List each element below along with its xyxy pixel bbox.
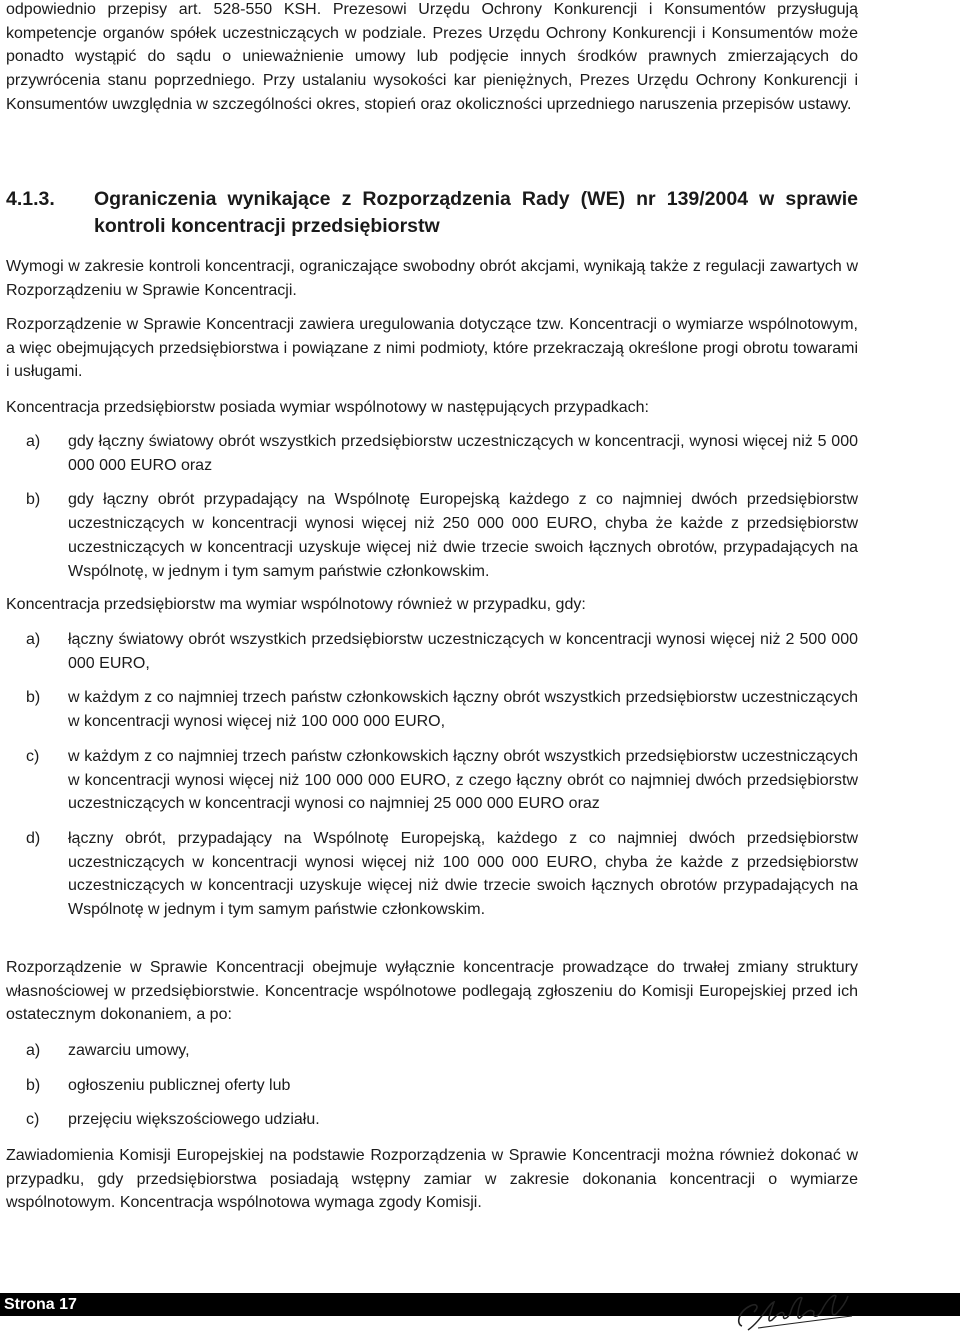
list-item <box>6 827 858 922</box>
list-item <box>6 1039 858 1063</box>
list-item <box>6 1074 858 1098</box>
paragraph-4: Koncentracja przedsiębiorstw ma wymiar wspólnotowy również w przypadku, gdy: <box>6 596 586 613</box>
list-text: łączny światowy obrót wszystkich przedsiębiorstw uczestniczących w koncentracji wynosi więcej niż 2 500 000 000 EURO, <box>68 631 858 672</box>
list-marker: b) <box>26 689 41 707</box>
list-item <box>6 1108 858 1132</box>
list-text: gdy łączny światowy obrót wszystkich przedsiębiorstw uczestniczących w koncentracji, wynosi więcej niż 5 000 000 000 EURO oraz <box>68 433 858 474</box>
list-marker: c) <box>26 747 40 765</box>
section-number: 4.1.3. <box>6 188 55 210</box>
list-text: gdy łączny obrót przypadający na Wspólnotę Europejską każdego z co najmniej dwóch przedsiębiorstw uczestniczących w koncentracji wynosi więcej niż 250 000 000 EURO, chyba że każde z przedsiębiorstw uczestniczących w koncentracji uzyskuje więcej niż dwie trzecie swoich łącznych obrotów, przypadających na Wspólnotę, w jednym i tym samym państwie członkowskim. <box>68 491 858 580</box>
list-marker: a) <box>26 1042 41 1059</box>
paragraph-6: Zawiadomienia Komisji Europejskiej na podstawie Rozporządzenia w Sprawie Koncentracji można również dokonać w przypadku, gdy przedsiębiorstwa posiadają wstępny zamiar w zakresie dokonania koncentracji o wymiarze wspólnotowym. Koncentracja wspólnotowa wymaga zgody Komisji. <box>6 1147 858 1212</box>
list-3 <box>6 1039 858 1132</box>
section-title: Ograniczenia wynikające z Rozporządzenia Rady (WE) nr 139/2004 w sprawie kontroli koncentracji przedsiębiorstw <box>94 188 858 237</box>
list-marker: a) <box>26 631 41 648</box>
list-text: przejęciu większościowego udziału. <box>68 1111 320 1129</box>
list-marker: b) <box>26 1076 41 1094</box>
signature-image <box>728 1290 858 1334</box>
list-text: w każdym z co najmniej trzech państw członkowskich łączny obrót wszystkich przedsiębiorstw uczestniczących w koncentracji wynosi więcej niż 100 000 000 EURO, <box>68 689 858 731</box>
list-1 <box>6 430 858 583</box>
paragraph-5: Rozporządzenie w Sprawie Koncentracji obejmuje wyłącznie koncentracje prowadzące do trwałej zmiany struktury własnościowej w przedsiębiorstwie. Koncentracje wspólnotowe podlegają zgłoszeniu do Komisji Europejskiej przed ich ostatecznym dokonaniem, a po: <box>6 959 858 1024</box>
list-text: ogłoszeniu publicznej oferty lub <box>68 1076 291 1094</box>
list-item <box>6 686 858 733</box>
list-text: łączny obrót, przypadający na Wspólnotę Europejską, każdego z co najmniej dwóch przedsiębiorstw uczestniczących w koncentracji wynosi więcej niż 100 000 000 EURO, chyba że każde z przedsiębiorstw uczestniczących w koncentracji uzyskuje więcej niż dwie trzecie swoich łącznych obrotów przypadających na Wspólnotę w jednym i tym samym państwie członkowskim. <box>68 829 858 919</box>
list-item <box>6 628 858 675</box>
list-text: zawarciu umowy, <box>68 1042 190 1059</box>
list-item <box>6 488 858 583</box>
paragraph-1: Wymogi w zakresie kontroli koncentracji, ograniczające swobodny obrót akcjami, wynikają także z regulacji zawartych w Rozporządzeniu w Sprawie Koncentracji. <box>6 258 858 299</box>
list-text: w każdym z co najmniej trzech państw członkowskich łączny obrót wszystkich przedsiębiorstw uczestniczących w koncentracji wynosi więcej niż 100 000 000 EURO, z czego łączny obrót co najmniej dwóch przedsiębiorstw uczestniczących w koncentracji wynosi co najmniej 25 000 000 EURO oraz <box>68 747 858 813</box>
list-item <box>6 745 858 816</box>
paragraph-3: Koncentracja przedsiębiorstw posiada wymiar wspólnotowy w następujących przypadkach: <box>6 399 649 416</box>
list-2 <box>6 628 858 922</box>
list-marker: b) <box>26 491 41 509</box>
paragraph-2: Rozporządzenie w Sprawie Koncentracji zawiera uregulowania dotyczące tzw. Koncentracji o wymiarze wspólnotowym, a więc obejmujących przedsiębiorstwa i powiązane z nimi podmioty, które przekraczają określone progi obrotu towarami i usługami. <box>6 316 858 381</box>
intro-paragraph: odpowiednio przepisy art. 528-550 KSH. Prezesowi Urzędu Ochrony Konkurencji i Konsumentów przysługują kompetencje organów spółek uczestniczących w podziale. Prezes Urzędu Ochrony Konkurencji i Konsumentów może ponadto wystąpić do sądu o unieważnienie umowy lub podjęcie innych środków prawnych zmierzających do przywrócenia stanu poprzedniego. Przy ustalaniu wysokości kar pieniężnych, Prezes Urzędu Ochrony Konkurencji i Konsumentów uwzględnia w szczególności okres, stopień oraz okoliczności uprzedniego naruszenia przepisów ustawy. <box>6 1 858 113</box>
list-marker: c) <box>26 1111 40 1129</box>
page-number: Strona 17 <box>4 1296 77 1313</box>
list-item <box>6 430 858 477</box>
section-heading <box>6 186 858 240</box>
list-marker: d) <box>26 829 41 847</box>
list-marker: a) <box>26 433 41 450</box>
